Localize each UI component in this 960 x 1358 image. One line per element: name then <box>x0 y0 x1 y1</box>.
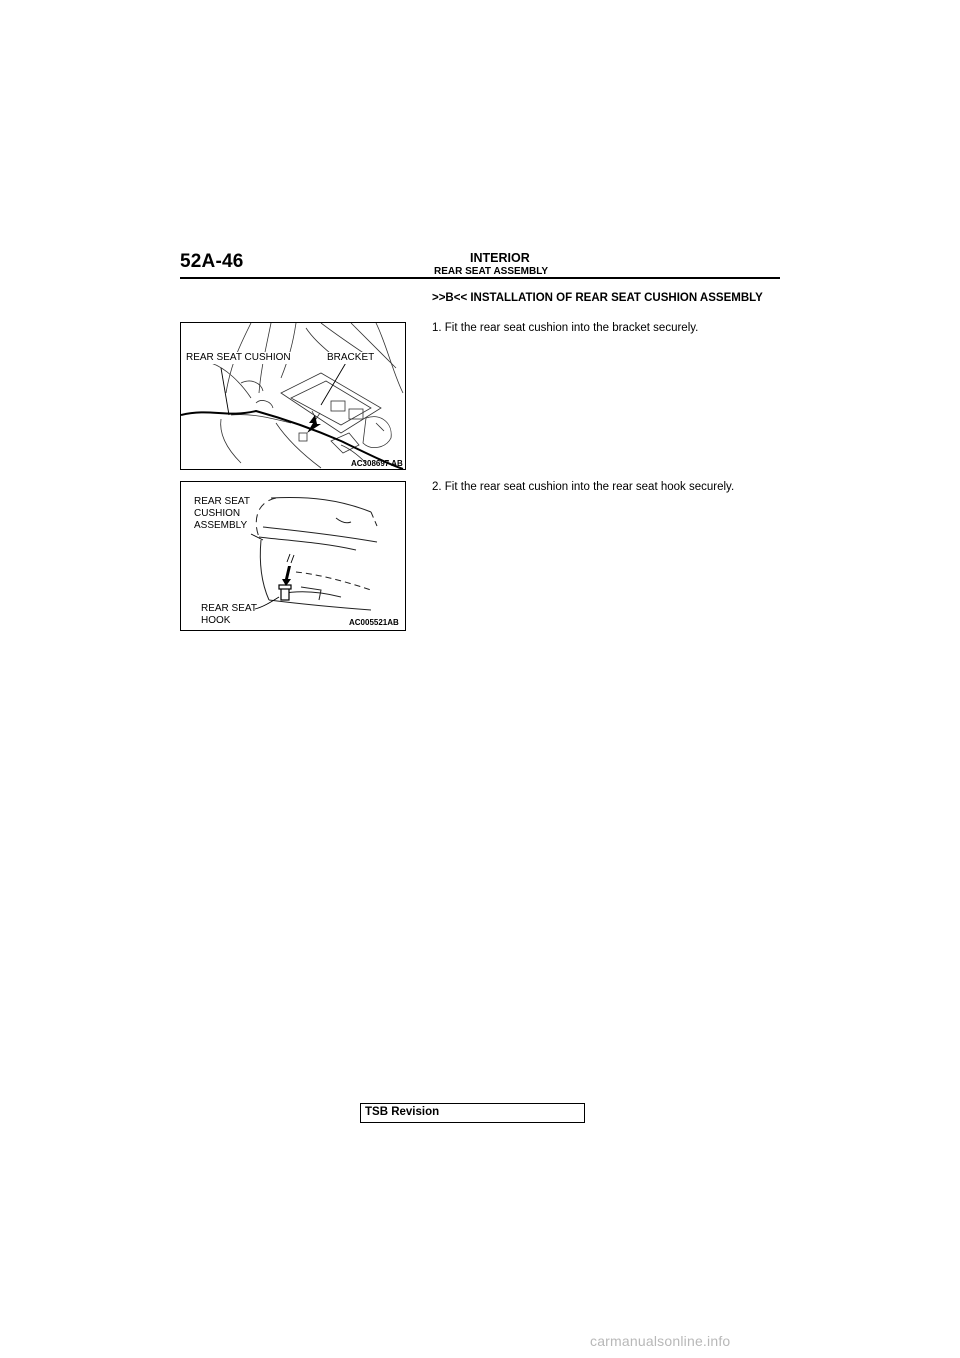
step-1: 1. Fit the rear seat cushion into the bracket securely. <box>432 322 699 334</box>
figure-rear-seat-hook <box>180 481 406 631</box>
label-rear-seat-cushion-assembly: REAR SEAT CUSHION ASSEMBLY <box>194 496 250 531</box>
label-bracket: BRACKET <box>327 352 375 363</box>
footer-revision-label: TSB Revision <box>365 1106 440 1118</box>
label-rear-seat-hook: REAR SEAT HOOK <box>201 603 257 626</box>
figure-code: AC308697 AB <box>351 459 403 468</box>
procedure-heading: >>B<< INSTALLATION OF REAR SEAT CUSHION ASSEMBLY <box>432 292 763 304</box>
figure-code: AC005521AB <box>349 618 399 627</box>
figure-rear-seat-cushion-bracket <box>180 322 406 470</box>
step-2: 2. Fit the rear seat cushion into the rear seat hook securely. <box>432 481 735 493</box>
section-subtitle: REAR SEAT ASSEMBLY <box>434 266 549 277</box>
watermark: carmanualsonline.info <box>590 1333 731 1349</box>
section-title: INTERIOR <box>470 251 530 265</box>
header-rule <box>180 277 780 279</box>
illustration-bracket <box>181 323 405 469</box>
label-rear-seat-cushion: REAR SEAT CUSHION <box>186 352 291 363</box>
page-number: 52A-46 <box>180 251 244 272</box>
